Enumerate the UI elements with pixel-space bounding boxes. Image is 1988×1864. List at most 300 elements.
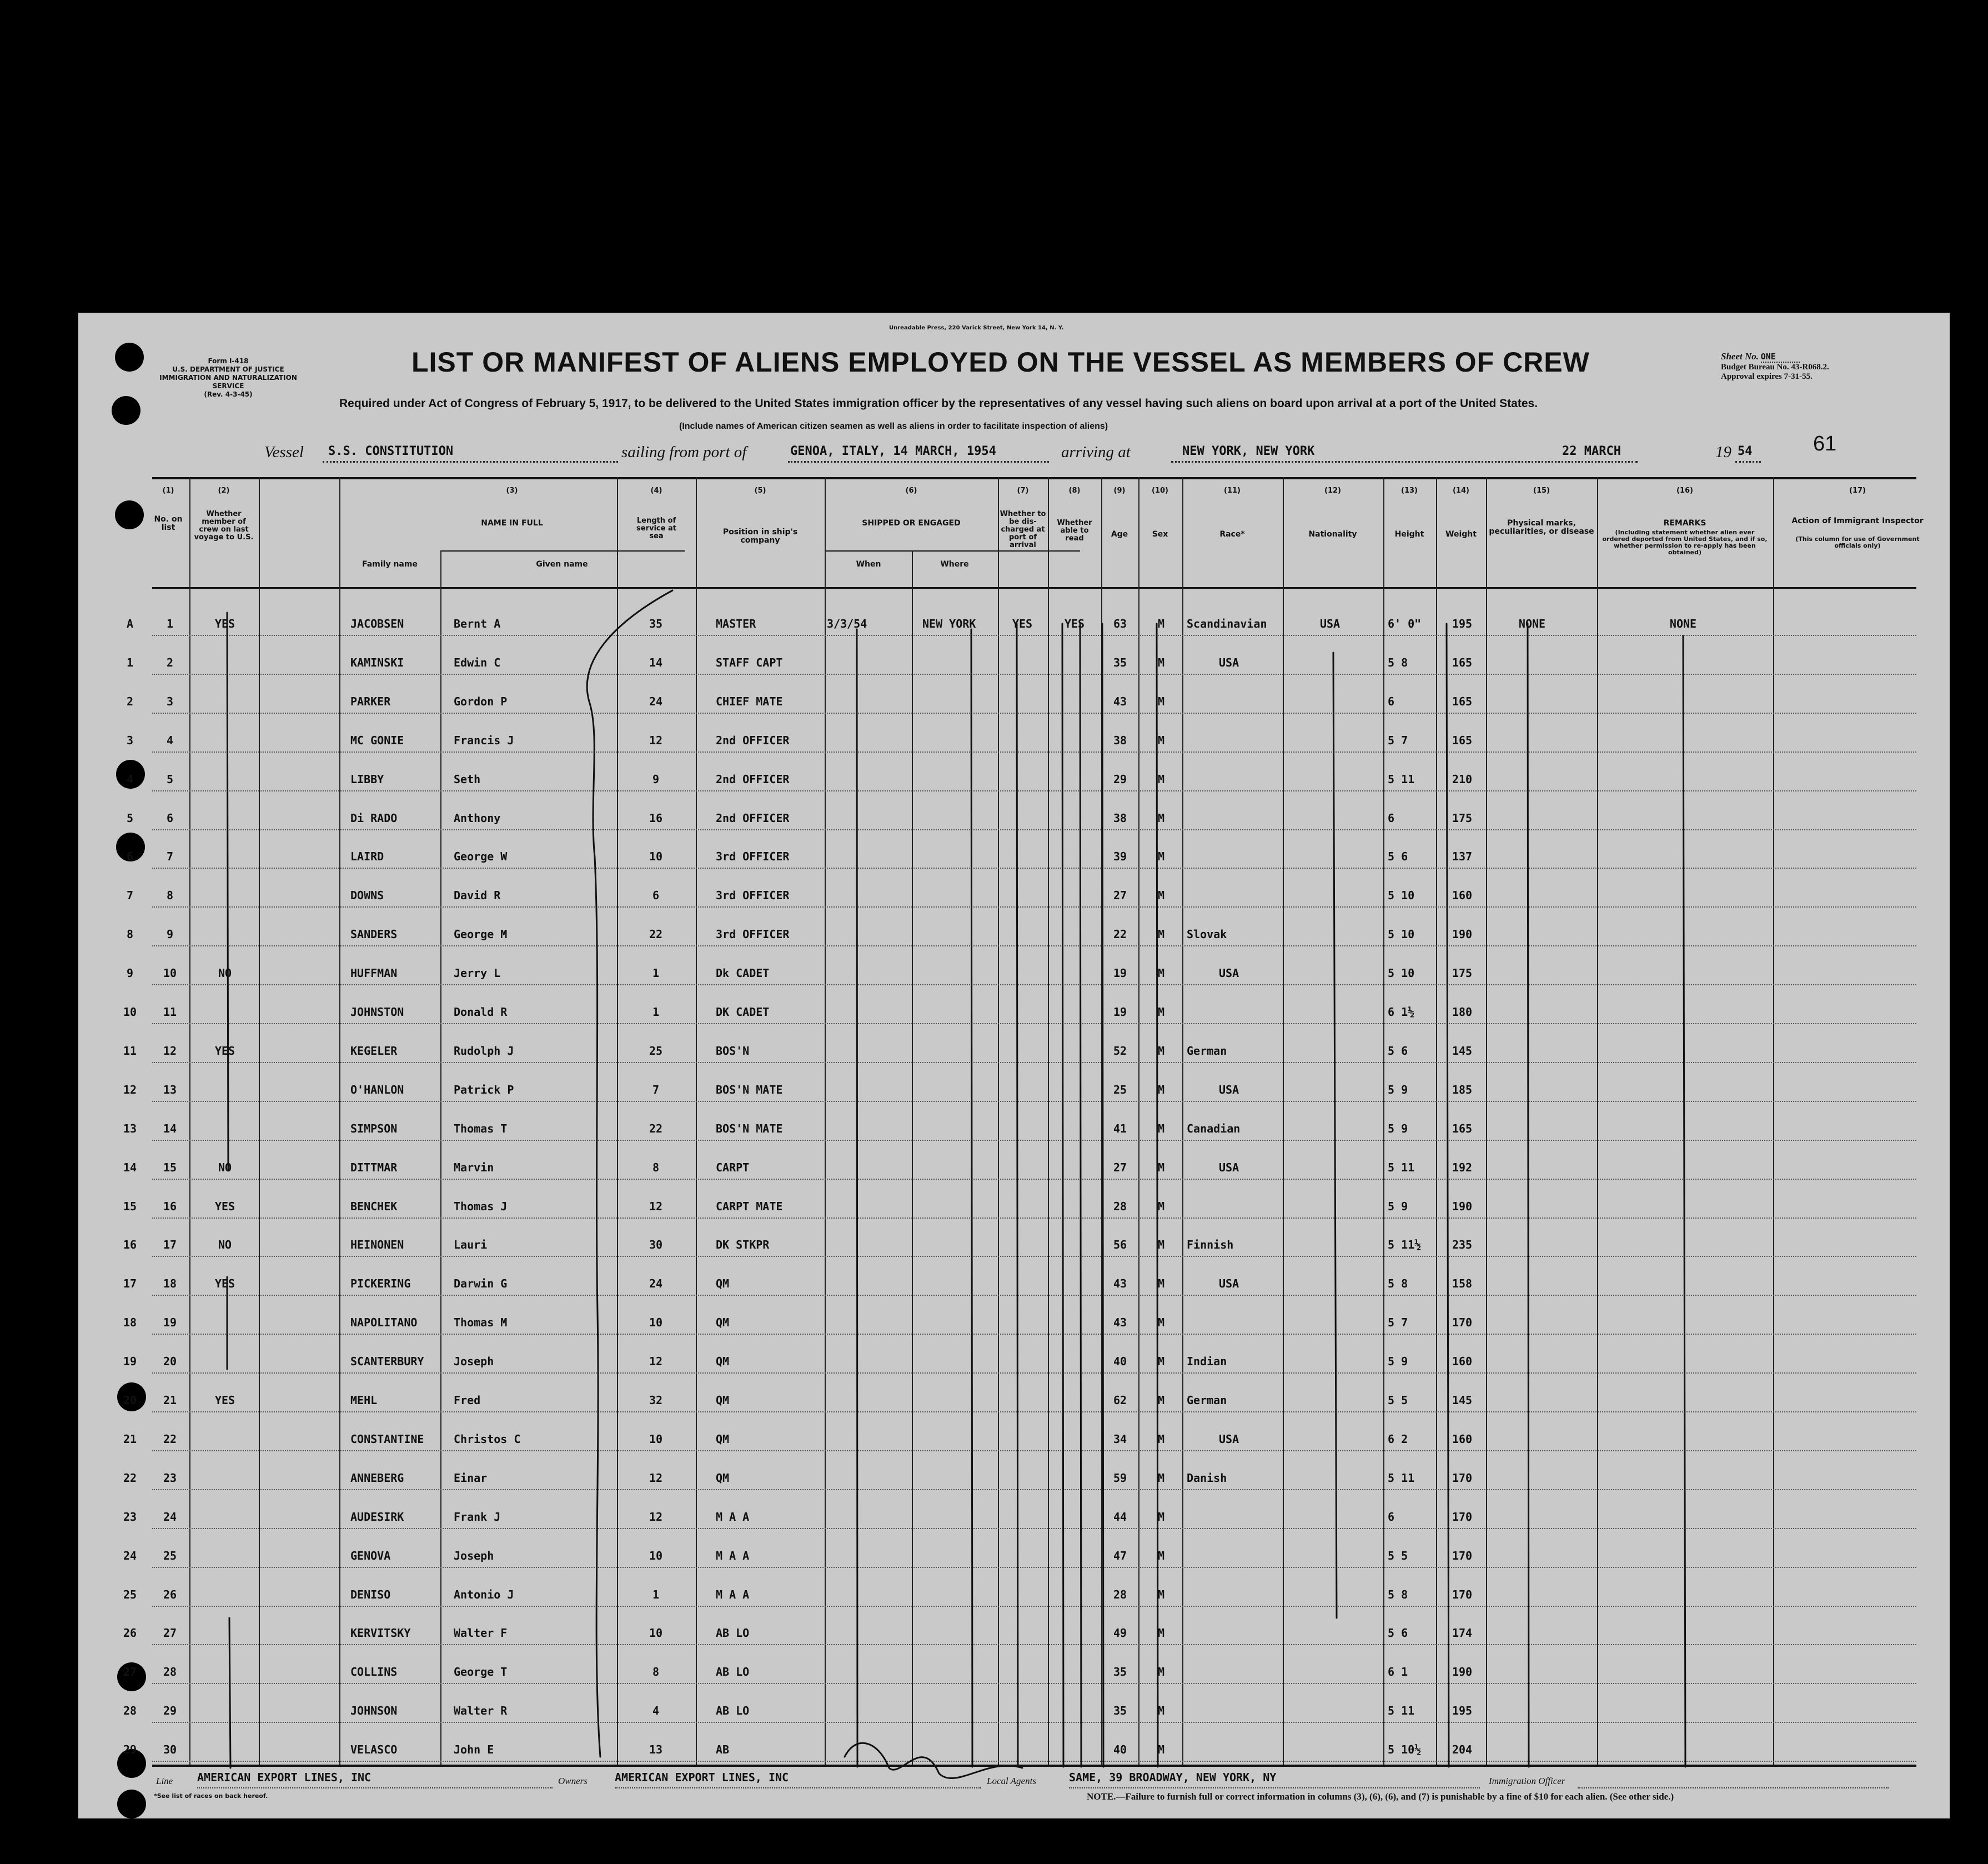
row-number: 8 (166, 889, 174, 903)
sex-cell: M (1157, 1587, 1165, 1601)
position-cell: BOS'N (716, 1044, 750, 1058)
row-mark: 24 (123, 1549, 137, 1562)
race-cell: Danish (1187, 1471, 1227, 1485)
family-name-cell: SANDERS (350, 928, 398, 941)
service-length-cell: 12 (649, 733, 663, 747)
race-cell: German (1187, 1044, 1227, 1058)
table-row (78, 992, 1950, 1031)
family-name-cell: DOWNS (350, 889, 384, 903)
age-cell: 25 (1113, 1083, 1127, 1096)
height-cell: 5 9 (1388, 1355, 1408, 1369)
row-divider (152, 1450, 1916, 1451)
table-row (78, 759, 1950, 798)
given-name-cell: Rudolph J (454, 1044, 514, 1058)
officer-label: Immigration Officer (1489, 1776, 1565, 1786)
service-length-cell: 9 (652, 772, 660, 786)
owners-label: Owners (558, 1776, 588, 1786)
header-remarks: REMARKS (1663, 519, 1706, 528)
weight-cell: 174 (1452, 1626, 1473, 1640)
race-cell: USA (1219, 1160, 1239, 1174)
family-name-cell: BENCHEK (350, 1199, 398, 1213)
row-divider (152, 713, 1916, 714)
sex-cell: M (1157, 1626, 1165, 1640)
age-cell: 63 (1113, 617, 1127, 630)
shipped-where-cell: NEW YORK (922, 617, 976, 630)
sex-cell: M (1157, 1394, 1165, 1407)
row-mark: 22 (123, 1471, 137, 1485)
position-cell: BOS'N MATE (716, 1083, 783, 1096)
age-cell: 43 (1113, 1277, 1127, 1291)
weight-cell: 204 (1452, 1743, 1473, 1757)
height-cell: 5 9 (1388, 1083, 1408, 1096)
weight-cell: 137 (1452, 850, 1473, 864)
given-name-cell: Edwin C (454, 655, 501, 669)
header-bottom-rule (152, 587, 1916, 589)
table-row (78, 1302, 1950, 1341)
height-cell: 6' 0" (1388, 617, 1422, 630)
service-length-cell: 4 (652, 1704, 660, 1718)
table-row (78, 1458, 1950, 1497)
position-cell: QM (716, 1355, 730, 1369)
service-length-cell: 12 (649, 1471, 663, 1485)
row-number: 12 (163, 1044, 177, 1058)
discharged-cell: YES (1012, 617, 1033, 630)
able-read-cell: YES (1064, 617, 1085, 630)
row-divider (152, 1256, 1916, 1257)
row-divider (152, 790, 1916, 791)
manifest-sheet (78, 313, 1950, 1818)
row-divider (152, 1062, 1916, 1063)
family-name-cell: VELASCO (350, 1743, 398, 1757)
given-name-cell: Christos C (454, 1432, 521, 1446)
weight-cell: 158 (1452, 1277, 1473, 1291)
row-number: 23 (163, 1471, 177, 1485)
race-cell: Scandinavian (1187, 617, 1267, 630)
sex-cell: M (1157, 1665, 1165, 1679)
header-where: Where (940, 560, 969, 569)
service-length-cell: 10 (649, 1432, 663, 1446)
weight-cell: 170 (1452, 1316, 1473, 1330)
family-name-cell: MC GONIE (350, 733, 404, 747)
height-cell: 5 10½ (1388, 1743, 1422, 1757)
height-cell: 6 (1388, 694, 1395, 708)
age-cell: 47 (1113, 1549, 1127, 1562)
family-name-cell: O'HANLON (350, 1083, 404, 1096)
arrival-date: 22 MARCH (1562, 444, 1621, 458)
age-cell: 35 (1113, 655, 1127, 669)
col-number: (5) (754, 487, 766, 495)
row-number: 25 (163, 1549, 177, 1562)
row-divider (152, 1489, 1916, 1490)
col-number: (9) (1113, 487, 1126, 495)
position-cell: CHIEF MATE (716, 694, 783, 708)
table-row (78, 1575, 1950, 1614)
sex-cell: M (1157, 772, 1165, 786)
last-voyage-cell: YES (214, 617, 235, 630)
age-cell: 19 (1113, 966, 1127, 980)
owners-value: AMERICAN EXPORT LINES, INC (615, 1771, 789, 1784)
header-given-name: Given name (536, 560, 588, 569)
height-cell: 6 1½ (1388, 1005, 1415, 1019)
col-number: (17) (1849, 487, 1866, 495)
given-name-cell: David R (454, 889, 501, 903)
row-mark: 25 (123, 1587, 137, 1601)
service-length-cell: 22 (649, 928, 663, 941)
row-number: 1 (166, 617, 174, 630)
height-cell: 6 1 (1388, 1665, 1408, 1679)
weight-cell: 145 (1452, 1394, 1473, 1407)
given-name-cell: Darwin G (454, 1277, 508, 1291)
family-name-cell: DENISO (350, 1587, 391, 1601)
line-label: Line (156, 1776, 173, 1786)
last-voyage-cell: YES (214, 1277, 235, 1291)
service-length-cell: 8 (652, 1160, 660, 1174)
col-number: (6) (905, 487, 917, 495)
given-name-cell: Patrick P (454, 1083, 514, 1096)
race-cell: Slovak (1187, 928, 1227, 941)
vessel-underline (323, 461, 618, 463)
row-number: 22 (163, 1432, 177, 1446)
table-row (78, 1225, 1950, 1264)
position-cell: MASTER (716, 617, 756, 630)
height-cell: 5 11 (1388, 1704, 1415, 1718)
header-name-in-full: NAME IN FULL (481, 519, 543, 528)
table-row (78, 643, 1950, 682)
row-number: 18 (163, 1277, 177, 1291)
height-cell: 6 2 (1388, 1432, 1408, 1446)
family-name-cell: KERVITSKY (350, 1626, 411, 1640)
row-mark: 15 (123, 1199, 137, 1213)
arriving-at: NEW YORK, NEW YORK (1182, 444, 1315, 458)
sex-cell: M (1157, 655, 1165, 669)
row-divider (152, 674, 1916, 675)
header-nationality: Nationality (1308, 530, 1357, 539)
row-mark: 6 (126, 850, 134, 864)
page-number: 61 (1813, 432, 1837, 455)
table-row (78, 1109, 1950, 1148)
sex-cell: M (1157, 1005, 1165, 1019)
header-weight: Weight (1445, 530, 1477, 539)
row-mark: 8 (126, 928, 134, 941)
header-height: Height (1394, 530, 1424, 539)
given-name-cell: Walter R (454, 1704, 508, 1718)
position-cell: STAFF CAPT (716, 655, 783, 669)
given-name-cell: Einar (454, 1471, 488, 1485)
weight-cell: 170 (1452, 1471, 1473, 1485)
position-cell: 2nd OFFICER (716, 772, 790, 786)
row-divider (152, 1295, 1916, 1296)
given-name-cell: Lauri (454, 1238, 488, 1252)
col-number: (14) (1453, 487, 1469, 495)
position-cell: AB LO (716, 1665, 750, 1679)
service-length-cell: 10 (649, 850, 663, 864)
sex-cell: M (1157, 889, 1165, 903)
agents-underline (1069, 1787, 1480, 1788)
age-cell: 49 (1113, 1626, 1127, 1640)
service-length-cell: 12 (649, 1199, 663, 1213)
race-cell: USA (1219, 1083, 1239, 1096)
last-voyage-cell: NO (218, 1160, 232, 1174)
sex-cell: M (1157, 1432, 1165, 1446)
sex-cell: M (1157, 1510, 1165, 1524)
family-name-cell: JACOBSEN (350, 617, 404, 630)
service-length-cell: 32 (649, 1394, 663, 1407)
given-name-cell: Marvin (454, 1160, 494, 1174)
row-divider (152, 1023, 1916, 1024)
row-divider (152, 635, 1916, 636)
height-cell: 6 (1388, 811, 1395, 825)
family-name-cell: GENOVA (350, 1549, 391, 1562)
table-row (78, 1264, 1950, 1302)
header-last-voyage: Whether member of crew on last voyage to U.S. (194, 510, 254, 542)
row-mark: 1 (126, 655, 134, 669)
given-name-cell: George T (454, 1665, 508, 1679)
given-name-cell: Thomas J (454, 1199, 508, 1213)
position-cell: QM (716, 1394, 730, 1407)
header-discharged: Whether to be dis-charged at port of arrival (1000, 510, 1046, 549)
agents-value: SAME, 39 BROADWAY, NEW YORK, NY (1069, 1771, 1277, 1784)
weight-cell: 145 (1452, 1044, 1473, 1058)
race-cell: Indian (1187, 1355, 1227, 1369)
weight-cell: 165 (1452, 733, 1473, 747)
row-mark: A (126, 617, 134, 630)
table-row (78, 836, 1950, 875)
weight-cell: 180 (1452, 1005, 1473, 1019)
row-divider (152, 1140, 1916, 1141)
row-mark: 17 (123, 1277, 137, 1291)
age-cell: 35 (1113, 1665, 1127, 1679)
table-row (78, 1730, 1950, 1768)
row-divider (152, 1528, 1916, 1529)
header-family-name: Family name (362, 560, 418, 569)
family-name-cell: NAPOLITANO (350, 1316, 418, 1330)
service-length-cell: 1 (652, 1587, 660, 1601)
table-row (78, 875, 1950, 914)
family-name-cell: LIBBY (350, 772, 384, 786)
sex-cell: M (1157, 694, 1165, 708)
family-name-cell: ANNEBERG (350, 1471, 404, 1485)
row-number: 27 (163, 1626, 177, 1640)
sex-cell: M (1157, 1238, 1165, 1252)
table-row (78, 1613, 1950, 1652)
sailing-label: sailing from port of (621, 443, 747, 461)
position-cell: DK CADET (716, 1005, 770, 1019)
row-number: 17 (163, 1238, 177, 1252)
table-row (78, 1380, 1950, 1419)
row-number: 21 (163, 1394, 177, 1407)
row-number: 28 (163, 1665, 177, 1679)
family-name-cell: MEHL (350, 1394, 378, 1407)
printer-line: Unreadable Press, 220 Varick Street, New York 14, N. Y. (889, 325, 1064, 331)
header-remarks-note: (Including statement whether alien ever ordered deported from United States, and if so, whether permission to re-apply has been obtained) (1602, 529, 1768, 556)
col-number: (11) (1224, 487, 1241, 495)
col-number: (13) (1401, 487, 1418, 495)
table-row (78, 953, 1950, 992)
height-cell: 5 5 (1388, 1394, 1408, 1407)
position-cell: QM (716, 1432, 730, 1446)
height-cell: 5 7 (1388, 1316, 1408, 1330)
height-cell: 5 10 (1388, 889, 1415, 903)
table-row (78, 914, 1950, 953)
position-cell: QM (716, 1316, 730, 1330)
last-voyage-cell: YES (214, 1394, 235, 1407)
sex-cell: M (1157, 1743, 1165, 1757)
sheet-label: Sheet No. (1721, 351, 1759, 362)
sex-cell: M (1157, 811, 1165, 825)
required-statement: Required under Act of Congress of February 5, 1917, to be delivered to the United States immigration officer by the representatives of any vessel having such aliens on board upon arrival at a port of the United States. (339, 397, 1538, 410)
weight-cell: 160 (1452, 1355, 1473, 1369)
weight-cell: 210 (1452, 772, 1473, 786)
col-number: (1) (162, 487, 174, 495)
family-name-cell: SCANTERBURY (350, 1355, 424, 1369)
row-divider (152, 1644, 1916, 1645)
weight-cell: 195 (1452, 1704, 1473, 1718)
position-cell: DK STKPR (716, 1238, 770, 1252)
header-able-read: Whether able to read (1057, 519, 1092, 543)
table-row (78, 1536, 1950, 1575)
sex-cell: M (1157, 733, 1165, 747)
row-mark: 9 (126, 966, 134, 980)
year-suffix: 54 (1738, 444, 1753, 458)
given-name-cell: George M (454, 928, 508, 941)
arriving-underline (1171, 461, 1638, 463)
given-name-cell: Anthony (454, 811, 501, 825)
header-length-service: Length of service at sea (636, 517, 676, 540)
age-cell: 28 (1113, 1587, 1127, 1601)
row-number: 16 (163, 1199, 177, 1213)
given-name-cell: Fred (454, 1394, 481, 1407)
punch-hole (115, 343, 144, 372)
penalty-note: NOTE.—Failure to furnish full or correct information in columns (3), (6), (6), and (7) is punishable by a fine of $10 for each alien. (See other side.) (1087, 1791, 1674, 1802)
row-divider (152, 829, 1916, 830)
sex-cell: M (1157, 617, 1165, 630)
service-length-cell: 30 (649, 1238, 663, 1252)
punch-hole (115, 500, 144, 529)
race-cell: USA (1219, 1432, 1239, 1446)
service-length-cell: 16 (649, 811, 663, 825)
row-number: 6 (166, 811, 174, 825)
position-cell: 2nd OFFICER (716, 733, 790, 747)
age-cell: 27 (1113, 889, 1127, 903)
row-number: 20 (163, 1355, 177, 1369)
age-cell: 38 (1113, 811, 1127, 825)
height-cell: 5 8 (1388, 655, 1408, 669)
row-number: 3 (166, 694, 174, 708)
sex-cell: M (1157, 966, 1165, 980)
row-mark: 21 (123, 1432, 137, 1446)
position-cell: 2nd OFFICER (716, 811, 790, 825)
weight-cell: 192 (1452, 1160, 1473, 1174)
row-divider (152, 1101, 1916, 1102)
service-length-cell: 12 (649, 1510, 663, 1524)
weight-cell: 195 (1452, 617, 1473, 630)
owners-underline (615, 1787, 981, 1788)
family-name-cell: AUDESIRK (350, 1510, 404, 1524)
row-mark: 5 (126, 811, 134, 825)
name-subrule (440, 550, 685, 552)
sheet-info (1721, 352, 1829, 382)
agents-label: Local Agents (987, 1776, 1036, 1786)
position-cell: 3rd OFFICER (716, 928, 790, 941)
page-title: LIST OR MANIFEST OF ALIENS EMPLOYED ON THE VESSEL AS MEMBERS OF CREW (411, 347, 1590, 378)
weight-cell: 190 (1452, 1665, 1473, 1679)
service-length-cell: 7 (652, 1083, 660, 1096)
row-number: 7 (166, 850, 174, 864)
officer-underline (1578, 1787, 1889, 1788)
row-mark: 28 (123, 1704, 137, 1718)
service-length-cell: 13 (649, 1743, 663, 1757)
weight-cell: 170 (1452, 1510, 1473, 1524)
table-row (78, 1497, 1950, 1536)
race-cell: USA (1219, 966, 1239, 980)
include-statement: (Include names of American citizen seamen as well as aliens in order to facilitate inspection of aliens) (679, 422, 1108, 431)
service-length-cell: 12 (649, 1355, 663, 1369)
height-cell: 5 11½ (1388, 1238, 1422, 1252)
physical-marks-cell: NONE (1518, 617, 1546, 630)
family-name-cell: CONSTANTINE (350, 1432, 424, 1446)
race-cell: Finnish (1187, 1238, 1234, 1252)
weight-cell: 190 (1452, 1199, 1473, 1213)
height-cell: 5 9 (1388, 1121, 1408, 1135)
given-name-cell: Bernt A (454, 617, 501, 630)
last-voyage-cell: YES (214, 1044, 235, 1058)
row-divider (152, 1761, 1916, 1762)
height-cell: 5 10 (1388, 966, 1415, 980)
service-length-cell: 1 (652, 1005, 660, 1019)
position-cell: Dk CADET (716, 966, 770, 980)
sex-cell: M (1157, 1083, 1165, 1096)
race-cell: Canadian (1187, 1121, 1241, 1135)
row-mark: 2 (126, 694, 134, 708)
row-divider (152, 984, 1916, 985)
height-cell: 5 5 (1388, 1549, 1408, 1562)
row-mark: 27 (123, 1665, 137, 1679)
service-length-cell: 10 (649, 1316, 663, 1330)
weight-cell: 160 (1452, 1432, 1473, 1446)
row-divider (152, 906, 1916, 908)
col-number: (7) (1017, 487, 1029, 495)
row-mark: 23 (123, 1510, 137, 1524)
col-number: (12) (1324, 487, 1341, 495)
remarks-cell: NONE (1669, 617, 1697, 630)
header-race: Race* (1219, 530, 1245, 539)
sailing-from: GENOA, ITALY, 14 MARCH, 1954 (790, 444, 996, 458)
given-name-cell: Francis J (454, 733, 514, 747)
age-cell: 27 (1113, 1160, 1127, 1174)
position-cell: QM (716, 1277, 730, 1291)
header-position: Position in ship's company (722, 528, 798, 545)
col-number: (8) (1068, 487, 1081, 495)
table-row (78, 604, 1950, 643)
weight-cell: 170 (1452, 1549, 1473, 1562)
position-cell: M A A (716, 1549, 750, 1562)
service-length-cell: 22 (649, 1121, 663, 1135)
row-number: 11 (163, 1005, 177, 1019)
approval-line: Approval expires 7-31-55. (1721, 372, 1813, 381)
header-action-note: (This column for use of Government officials only) (1795, 535, 1920, 549)
punch-hole (117, 1790, 146, 1818)
table-row (78, 1419, 1950, 1458)
table-row (78, 720, 1950, 759)
header-age: Age (1111, 530, 1128, 539)
row-number: 14 (163, 1121, 177, 1135)
header-sex: Sex (1152, 530, 1168, 539)
weight-cell: 235 (1452, 1238, 1473, 1252)
age-cell: 59 (1113, 1471, 1127, 1485)
weight-cell: 185 (1452, 1083, 1473, 1096)
last-voyage-cell: YES (214, 1199, 235, 1213)
position-cell: QM (716, 1471, 730, 1485)
